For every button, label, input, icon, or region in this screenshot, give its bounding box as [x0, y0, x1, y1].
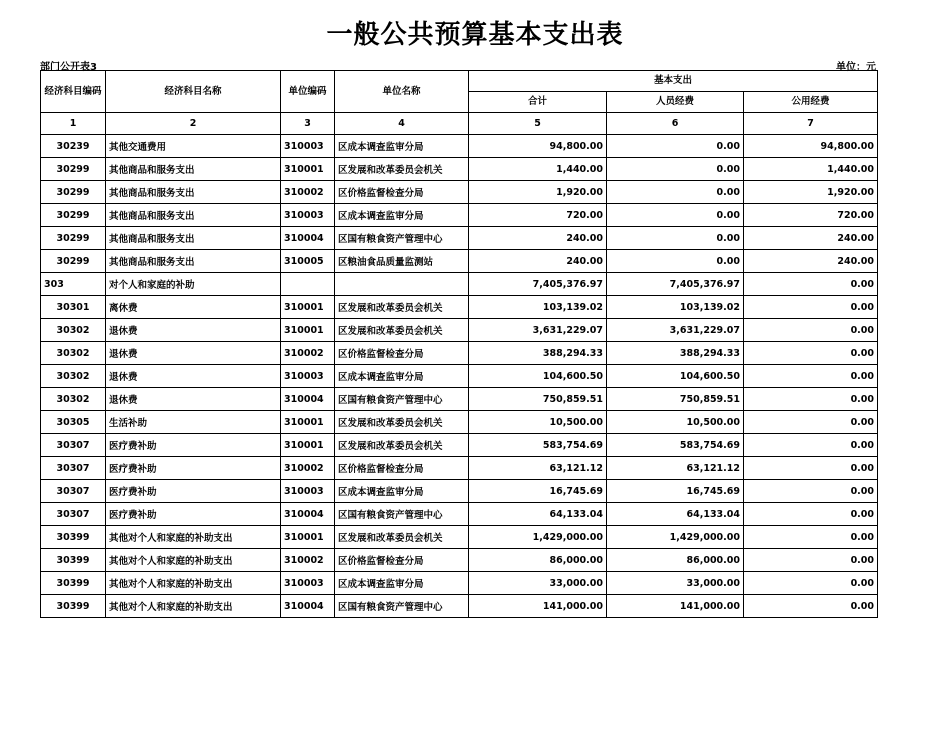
cell-public: 94,800.00: [744, 135, 878, 158]
cell-unit-code: 310003: [281, 365, 335, 388]
cell-econ-code: 30399: [41, 595, 106, 618]
cell-econ-code: 30307: [41, 457, 106, 480]
table-row: [41, 250, 878, 273]
cell-unit-name: [335, 273, 469, 296]
cell-unit-name: 区发展和改革委员会机关: [335, 296, 469, 319]
table-row: [41, 595, 878, 618]
cell-unit-code: 310003: [281, 204, 335, 227]
cell-personnel: 0.00: [607, 227, 744, 250]
cell-econ-code: 30299: [41, 181, 106, 204]
cell-public: 1,440.00: [744, 158, 878, 181]
cell-econ-code: 30307: [41, 434, 106, 457]
table-row: [41, 342, 878, 365]
table-header: [41, 71, 878, 135]
cell-public: 0.00: [744, 296, 878, 319]
cell-econ-name: 对个人和家庭的补助: [106, 273, 281, 296]
table-body: [41, 135, 878, 618]
cell-econ-name: 离休费: [106, 296, 281, 319]
cell-personnel: 64,133.04: [607, 503, 744, 526]
cell-econ-name: 其他对个人和家庭的补助支出: [106, 595, 281, 618]
cell-unit-code: 310002: [281, 457, 335, 480]
cell-econ-name: 其他对个人和家庭的补助支出: [106, 526, 281, 549]
cell-personnel: 16,745.69: [607, 480, 744, 503]
cell-personnel: 141,000.00: [607, 595, 744, 618]
cell-econ-name: 退休费: [106, 342, 281, 365]
cell-public: 0.00: [744, 549, 878, 572]
cell-unit-name: 区成本调查监审分局: [335, 480, 469, 503]
cell-unit-code: 310001: [281, 526, 335, 549]
category-row: [41, 273, 878, 296]
cell-econ-name: 退休费: [106, 365, 281, 388]
cell-unit-name: 区发展和改革委员会机关: [335, 434, 469, 457]
cell-econ-code: 30301: [41, 296, 106, 319]
cell-econ-name: 退休费: [106, 388, 281, 411]
cell-public: 0.00: [744, 434, 878, 457]
header-public: 公用经费: [744, 92, 878, 113]
cell-unit-name: 区国有粮食资产管理中心: [335, 503, 469, 526]
cell-econ-code: 30299: [41, 250, 106, 273]
cell-unit-code: 310003: [281, 480, 335, 503]
unit-label: 单位：元: [836, 62, 876, 73]
table-row: [41, 365, 878, 388]
cell-personnel: 0.00: [607, 204, 744, 227]
table-row: [41, 319, 878, 342]
cell-personnel: 63,121.12: [607, 457, 744, 480]
cell-personnel: 0.00: [607, 135, 744, 158]
cell-econ-name: 其他交通费用: [106, 135, 281, 158]
cell-econ-code: 30399: [41, 572, 106, 595]
column-index: 3: [281, 113, 335, 135]
page-title: 一般公共预算基本支出表: [326, 20, 624, 50]
cell-personnel: 0.00: [607, 250, 744, 273]
cell-total: 750,859.51: [469, 388, 607, 411]
header-unit-name: 单位名称: [335, 71, 469, 113]
cell-personnel: 103,139.02: [607, 296, 744, 319]
cell-econ-code: 30302: [41, 388, 106, 411]
column-index: 2: [106, 113, 281, 135]
table-row: [41, 434, 878, 457]
cell-public: 720.00: [744, 204, 878, 227]
cell-unit-name: 区成本调查监审分局: [335, 365, 469, 388]
cell-personnel: 3,631,229.07: [607, 319, 744, 342]
header-total: 合计: [469, 92, 607, 113]
form-label: 部门公开表3: [40, 62, 97, 73]
cell-personnel: 33,000.00: [607, 572, 744, 595]
cell-unit-code: 310002: [281, 342, 335, 365]
column-index-row: [41, 113, 878, 135]
cell-unit-name: 区成本调查监审分局: [335, 572, 469, 595]
cell-unit-code: 310001: [281, 411, 335, 434]
header-personnel: 人员经费: [607, 92, 744, 113]
cell-unit-name: 区发展和改革委员会机关: [335, 319, 469, 342]
cell-total: 1,429,000.00: [469, 526, 607, 549]
cell-total: 10,500.00: [469, 411, 607, 434]
cell-unit-code: 310003: [281, 572, 335, 595]
cell-econ-name: 退休费: [106, 319, 281, 342]
cell-econ-code: 30302: [41, 319, 106, 342]
cell-unit-name: 区成本调查监审分局: [335, 135, 469, 158]
table-row: [41, 158, 878, 181]
cell-unit-code: 310001: [281, 158, 335, 181]
column-index: 4: [335, 113, 469, 135]
column-index: 6: [607, 113, 744, 135]
cell-econ-code: 30305: [41, 411, 106, 434]
table-row: [41, 227, 878, 250]
cell-personnel: 0.00: [607, 181, 744, 204]
table-row: [41, 135, 878, 158]
cell-econ-name: 医疗费补助: [106, 503, 281, 526]
cell-unit-code: 310004: [281, 595, 335, 618]
cell-econ-code: 30299: [41, 204, 106, 227]
column-index: 5: [469, 113, 607, 135]
cell-econ-name: 其他对个人和家庭的补助支出: [106, 572, 281, 595]
cell-econ-name: 其他商品和服务支出: [106, 227, 281, 250]
cell-public: 0.00: [744, 526, 878, 549]
cell-personnel: 0.00: [607, 158, 744, 181]
cell-public: 0.00: [744, 319, 878, 342]
cell-econ-name: 生活补助: [106, 411, 281, 434]
cell-unit-code: 310002: [281, 549, 335, 572]
cell-total: 1,440.00: [469, 158, 607, 181]
cell-econ-name: 其他商品和服务支出: [106, 250, 281, 273]
cell-public: 0.00: [744, 572, 878, 595]
table-row: [41, 204, 878, 227]
cell-total: 240.00: [469, 227, 607, 250]
cell-public: 0.00: [744, 342, 878, 365]
table-row: [41, 526, 878, 549]
cell-public: 0.00: [744, 365, 878, 388]
cell-personnel: 583,754.69: [607, 434, 744, 457]
cell-personnel: 7,405,376.97: [607, 273, 744, 296]
table-row: [41, 572, 878, 595]
cell-personnel: 750,859.51: [607, 388, 744, 411]
header-basic-expense: 基本支出: [469, 71, 878, 92]
cell-unit-code: 310001: [281, 319, 335, 342]
cell-public: 0.00: [744, 457, 878, 480]
cell-public: 0.00: [744, 411, 878, 434]
cell-total: 94,800.00: [469, 135, 607, 158]
header-unit-code: 单位编码: [281, 71, 335, 113]
cell-econ-name: 其他商品和服务支出: [106, 204, 281, 227]
cell-unit-name: 区价格监督检查分局: [335, 549, 469, 572]
cell-unit-code: 310004: [281, 388, 335, 411]
cell-unit-code: [281, 273, 335, 296]
table-row: [41, 181, 878, 204]
cell-total: 86,000.00: [469, 549, 607, 572]
table-row: [41, 480, 878, 503]
cell-unit-code: 310004: [281, 503, 335, 526]
column-index: 7: [744, 113, 878, 135]
cell-total: 720.00: [469, 204, 607, 227]
cell-econ-code: 30399: [41, 549, 106, 572]
cell-total: 33,000.00: [469, 572, 607, 595]
cell-unit-code: 310004: [281, 227, 335, 250]
cell-unit-name: 区国有粮食资产管理中心: [335, 227, 469, 250]
cell-total: 16,745.69: [469, 480, 607, 503]
cell-public: 0.00: [744, 480, 878, 503]
table-row: [41, 411, 878, 434]
cell-unit-name: 区成本调查监审分局: [335, 204, 469, 227]
cell-total: 3,631,229.07: [469, 319, 607, 342]
cell-unit-name: 区粮油食品质量监测站: [335, 250, 469, 273]
column-index: 1: [41, 113, 106, 135]
cell-personnel: 104,600.50: [607, 365, 744, 388]
header-econ-code: 经济科目编码: [41, 71, 106, 113]
budget-table: [40, 70, 878, 618]
cell-unit-code: 310001: [281, 296, 335, 319]
cell-econ-name: 医疗费补助: [106, 480, 281, 503]
table-row: [41, 503, 878, 526]
table-row: [41, 388, 878, 411]
cell-unit-code: 310002: [281, 181, 335, 204]
cell-unit-name: 区国有粮食资产管理中心: [335, 388, 469, 411]
cell-total: 141,000.00: [469, 595, 607, 618]
cell-unit-name: 区价格监督检查分局: [335, 181, 469, 204]
cell-public: 0.00: [744, 595, 878, 618]
cell-econ-code: 30239: [41, 135, 106, 158]
cell-econ-code: 30299: [41, 158, 106, 181]
cell-econ-code: 30302: [41, 342, 106, 365]
cell-public: 0.00: [744, 503, 878, 526]
table-row: [41, 296, 878, 319]
cell-unit-code: 310001: [281, 434, 335, 457]
cell-unit-name: 区价格监督检查分局: [335, 457, 469, 480]
cell-unit-name: 区价格监督检查分局: [335, 342, 469, 365]
cell-public: 1,920.00: [744, 181, 878, 204]
cell-total: 7,405,376.97: [469, 273, 607, 296]
cell-econ-code: 30399: [41, 526, 106, 549]
cell-econ-name: 其他商品和服务支出: [106, 181, 281, 204]
cell-total: 64,133.04: [469, 503, 607, 526]
cell-unit-name: 区发展和改革委员会机关: [335, 158, 469, 181]
cell-total: 103,139.02: [469, 296, 607, 319]
cell-unit-code: 310003: [281, 135, 335, 158]
cell-total: 104,600.50: [469, 365, 607, 388]
cell-econ-name: 其他商品和服务支出: [106, 158, 281, 181]
cell-personnel: 388,294.33: [607, 342, 744, 365]
cell-unit-name: 区国有粮食资产管理中心: [335, 595, 469, 618]
cell-total: 388,294.33: [469, 342, 607, 365]
table-row: [41, 549, 878, 572]
cell-unit-name: 区发展和改革委员会机关: [335, 526, 469, 549]
cell-public: 240.00: [744, 227, 878, 250]
cell-econ-name: 医疗费补助: [106, 434, 281, 457]
cell-public: 240.00: [744, 250, 878, 273]
header-econ-name: 经济科目名称: [106, 71, 281, 113]
cell-personnel: 86,000.00: [607, 549, 744, 572]
cell-econ-code: 303: [41, 273, 106, 296]
cell-total: 583,754.69: [469, 434, 607, 457]
cell-public: 0.00: [744, 388, 878, 411]
cell-econ-code: 30299: [41, 227, 106, 250]
cell-unit-code: 310005: [281, 250, 335, 273]
cell-personnel: 1,429,000.00: [607, 526, 744, 549]
cell-total: 240.00: [469, 250, 607, 273]
cell-econ-code: 30302: [41, 365, 106, 388]
cell-econ-code: 30307: [41, 480, 106, 503]
cell-public: 0.00: [744, 273, 878, 296]
cell-personnel: 10,500.00: [607, 411, 744, 434]
cell-unit-name: 区发展和改革委员会机关: [335, 411, 469, 434]
cell-econ-code: 30307: [41, 503, 106, 526]
cell-total: 63,121.12: [469, 457, 607, 480]
cell-econ-name: 医疗费补助: [106, 457, 281, 480]
cell-total: 1,920.00: [469, 181, 607, 204]
cell-econ-name: 其他对个人和家庭的补助支出: [106, 549, 281, 572]
table-row: [41, 457, 878, 480]
